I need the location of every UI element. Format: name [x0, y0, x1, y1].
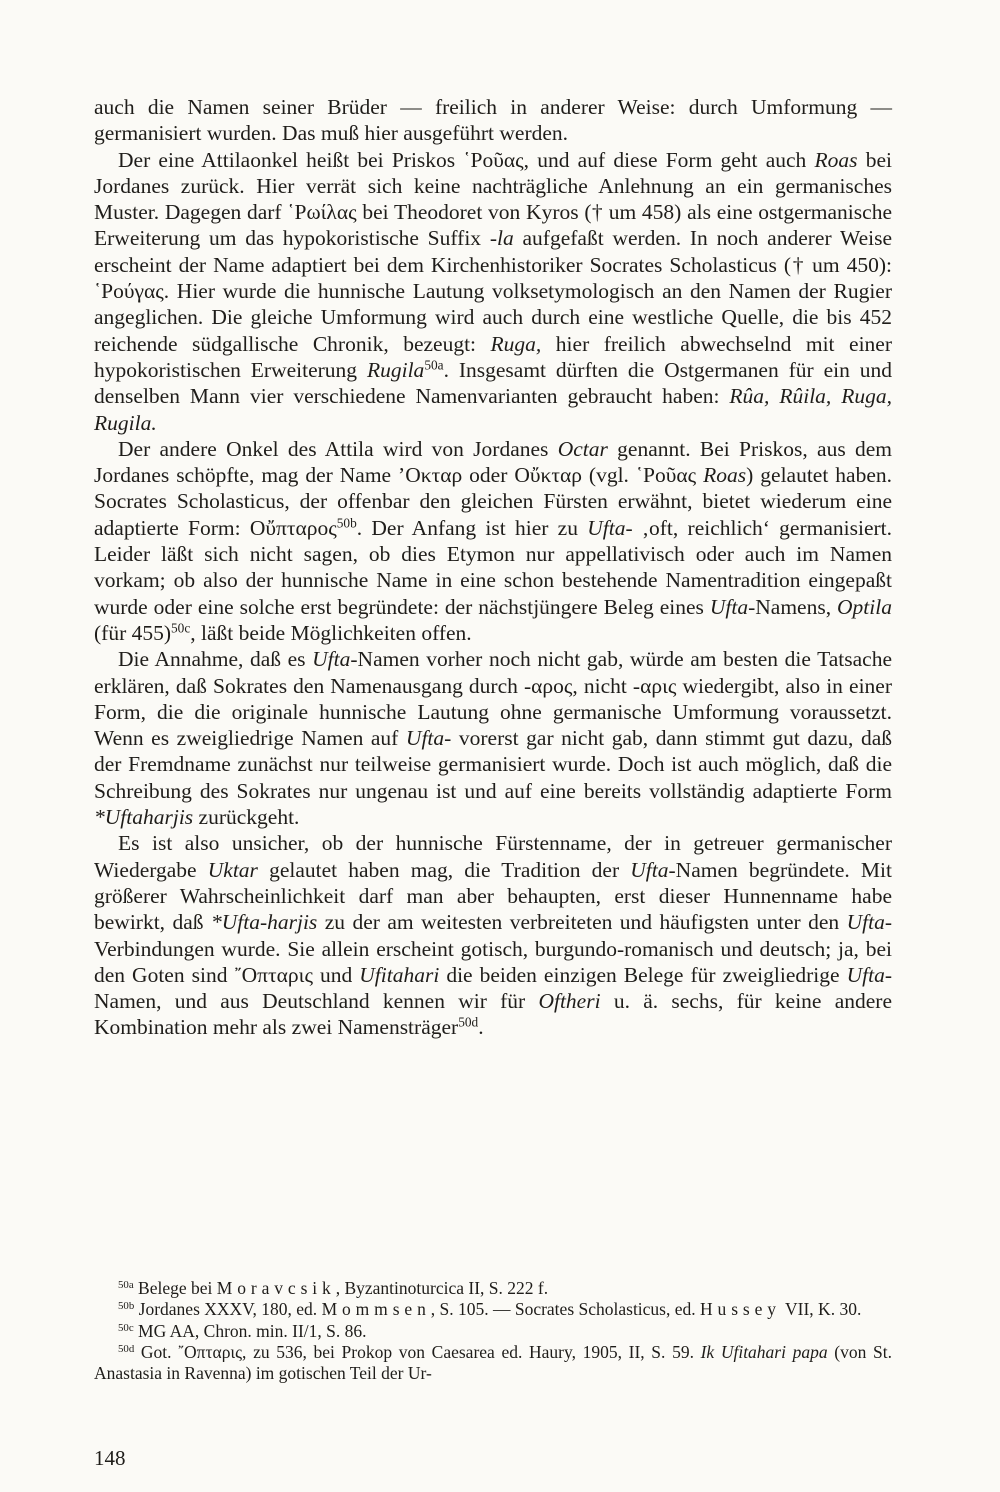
- text-run: Die Annahme, daß es: [118, 647, 313, 672]
- italic-text: Roas: [703, 463, 747, 488]
- italic-text: -la: [489, 226, 514, 251]
- footnote: [94, 1278, 892, 1299]
- text-run: ῾Ρούγας: [94, 279, 164, 304]
- text-run: zu der am weitesten verbreiteten und häufigsten unter den: [317, 910, 847, 935]
- footnotes: [94, 1278, 892, 1384]
- italic-text: Ruga,: [490, 331, 542, 356]
- text-run: bei Theodoret von Kyros († um 458) als eine ostgermanische Erweiterung um das hypokoristische Suffix: [94, 200, 892, 251]
- italic-text: Ufta: [312, 647, 351, 672]
- italic-text: Roas: [814, 147, 858, 172]
- text-run: u. ä. sechs, für keine andere Kombination mehr als zwei Namensträger: [94, 989, 893, 1040]
- text-run: .: [478, 1015, 484, 1040]
- italic-text: Ufta: [846, 962, 885, 987]
- text-run: -Namen begründete. Mit größerer Wahrscheinlichkeit darf man aber behaupten, erst dieser Hunnenname habe bewirkt, daß: [94, 857, 892, 935]
- italic-text: Ufta: [709, 594, 749, 619]
- italic-text: Uktar: [207, 857, 258, 882]
- italic-text: Oftheri: [538, 989, 601, 1014]
- text-run: . Hier wurde die hunnische Lautung volksetymologisch an den Namen der Rugier angeglichen. Die gleiche Umformung wird auch durch eine westliche Quelle, die bis 452 reichende südgallische Chronik, bezeugt:: [94, 279, 892, 356]
- italic-text: Ufta: [846, 910, 885, 935]
- text-run: ῾Ροῦας: [463, 147, 524, 172]
- footnote-ref: 50a: [424, 357, 444, 373]
- text-run: -Namen vorher noch nicht gab, würde am besten die Tatsache erklären, daß Sokrates den Namenausgang durch -αρος, nicht -αρις wiedergibt, also in einer Form, die die originale hunnische Lautung ohne germanische Umformung voraussetzt. Wenn es zweigliedrige Namen auf: [94, 647, 892, 751]
- footnote: [94, 1299, 892, 1320]
- text-run: zurückgeht.: [193, 805, 300, 830]
- italic-text: *Uftaharjis: [94, 805, 194, 830]
- text-run: vorerst gar nicht gab, dann stimmt gut dazu, daß der Fremdname zunächst nur teilweise germanisiert wurde. Doch ist auch möglich, daß die Schreibung des Sokrates nur ungenau ist und auf eine bereits vollständig adaptierte Form: [94, 726, 893, 803]
- footnote-ref: 50d: [118, 1342, 135, 1355]
- text-run: -Namens,: [748, 594, 838, 619]
- text-run: auch die Namen seiner Brüder — freilich in anderer Weise: durch Umformung — germanisiert wurden. Das muß hier ausgeführt werden.: [94, 95, 892, 146]
- footnote-ref: 50b: [118, 1300, 135, 1313]
- page-number: 148: [94, 1446, 126, 1470]
- italic-text: *Ufta-harjis: [210, 910, 318, 935]
- text-run: , läßt beide Möglichkeiten offen.: [190, 620, 472, 645]
- paragraph: [94, 646, 892, 830]
- italic-text: Octar: [557, 436, 608, 461]
- text-run: genannt. Bei Priskos, aus dem Jordanes schöpfte, mag der Name ’Οκταρ oder Οὔκταρ (vgl. ῾Ροῦας: [94, 436, 892, 488]
- main-text: [94, 94, 892, 1041]
- text-run: . Insgesamt dürften die Ostgermanen für ein und denselben Mann vier verschiedene Namenvarianten gebraucht haben:: [94, 357, 892, 409]
- text-run: (für 455): [94, 620, 172, 645]
- footnote-ref: 50d: [458, 1015, 479, 1031]
- author-name: Mommsen: [321, 1299, 431, 1320]
- text-run: , S. 105. — Socrates Scholasticus, ed.: [430, 1299, 701, 1320]
- text-run: aufgefaßt werden. In noch anderer Weise erscheint der Name adaptiert bei dem Kirchenhistoriker Socrates Scholasticus († um 450):: [94, 226, 892, 277]
- paragraph: [94, 147, 892, 436]
- italic-text: Rûa, Rûila, Ruga, Rugila.: [94, 384, 892, 435]
- text-run: Belege bei: [133, 1278, 217, 1298]
- italic-text: Optila: [837, 594, 892, 619]
- text-run: , und auf diese Form geht auch: [523, 147, 815, 172]
- text-run: -Namen, und aus Deutschland kennen wir für: [94, 962, 892, 1014]
- text-run: . Der Anfang ist hier zu: [356, 515, 588, 540]
- text-run: die beiden einzigen Belege für zweigliedrige: [439, 962, 847, 987]
- text-run: Der eine Attilaonkel heißt bei Priskos: [118, 147, 464, 172]
- text-run: gelautet haben mag, die Tradition der: [257, 857, 631, 882]
- text-run: ‚oft, reichlich‘ germanisiert. Leider läßt sich nicht sagen, ob dies Etymon nur appellativisch oder auch im Namen vorkam; ob also der hunnische Name in eine schon bestehende Namentradition eingepaßt wurde oder eine solche erst begründete: der nächstjüngere Beleg eines: [94, 515, 892, 619]
- italic-text: Ik Ufitahari papa: [700, 1341, 828, 1362]
- paragraph: [94, 94, 892, 147]
- italic-text: Ufta-: [587, 515, 633, 540]
- text-run: Der andere Onkel des Attila wird von Jordanes: [118, 436, 558, 461]
- footnote-ref: 50c: [171, 620, 191, 636]
- text-run: bei Jordanes zurück. Hier verrät sich keine nachträgliche Anlehnung an ein germanisches Muster. Dagegen darf: [94, 147, 892, 225]
- author-name: Hussey: [700, 1299, 781, 1320]
- text-run: -Verbindungen wurde. Sie allein erscheint gotisch, burgundo-romanisch und deutsch; ja, bei den Goten sind ῎Οπταρις und: [94, 910, 892, 987]
- footnote-ref: 50b: [336, 515, 357, 531]
- text-run: Es ist also unsicher, ob der hunnische Fürstenname, der in getreuer germanischer Wiedergabe: [94, 831, 892, 882]
- text-run: , Byzantinoturcica II, S. 222 f.: [335, 1278, 549, 1298]
- italic-text: Ufta: [630, 857, 669, 882]
- text-run: Jordanes XXXV, 180, ed.: [134, 1299, 322, 1320]
- text-run: ) gelautet haben. Socrates Scholasticus, der offenbar den gleichen Fürsten erwähnt, bietet wiederum eine adaptierte Form: Οὔπταρος: [94, 463, 892, 540]
- footnote-ref: 50c: [118, 1321, 134, 1334]
- text-run: MG AA, Chron. min. II/1, S. 86.: [133, 1320, 367, 1341]
- italic-text: Ufta-: [405, 726, 452, 751]
- italic-text: Ufitahari: [359, 962, 440, 987]
- author-name: Moravcsik: [216, 1278, 336, 1298]
- text-run: VII, K. 30.: [780, 1299, 862, 1320]
- footnote-ref: 50a: [118, 1279, 134, 1292]
- paragraph: [94, 436, 892, 646]
- text-run: Got. ῎Οπταρις, zu 536, bei Prokop von Caesarea ed. Haury, 1905, II, S. 59.: [134, 1341, 701, 1362]
- text-run: (von St. Anastasia in Ravenna) im gotischen Teil der Ur-: [94, 1341, 892, 1384]
- text-run: ῾Ρωίλας: [287, 200, 357, 225]
- text-run: hier freilich abwechselnd mit einer hypokoristischen Erweiterung: [94, 331, 892, 382]
- footnote: [94, 1342, 892, 1385]
- paragraph: [94, 830, 892, 1040]
- footnote: [94, 1321, 892, 1342]
- italic-text: Rugila: [366, 357, 425, 382]
